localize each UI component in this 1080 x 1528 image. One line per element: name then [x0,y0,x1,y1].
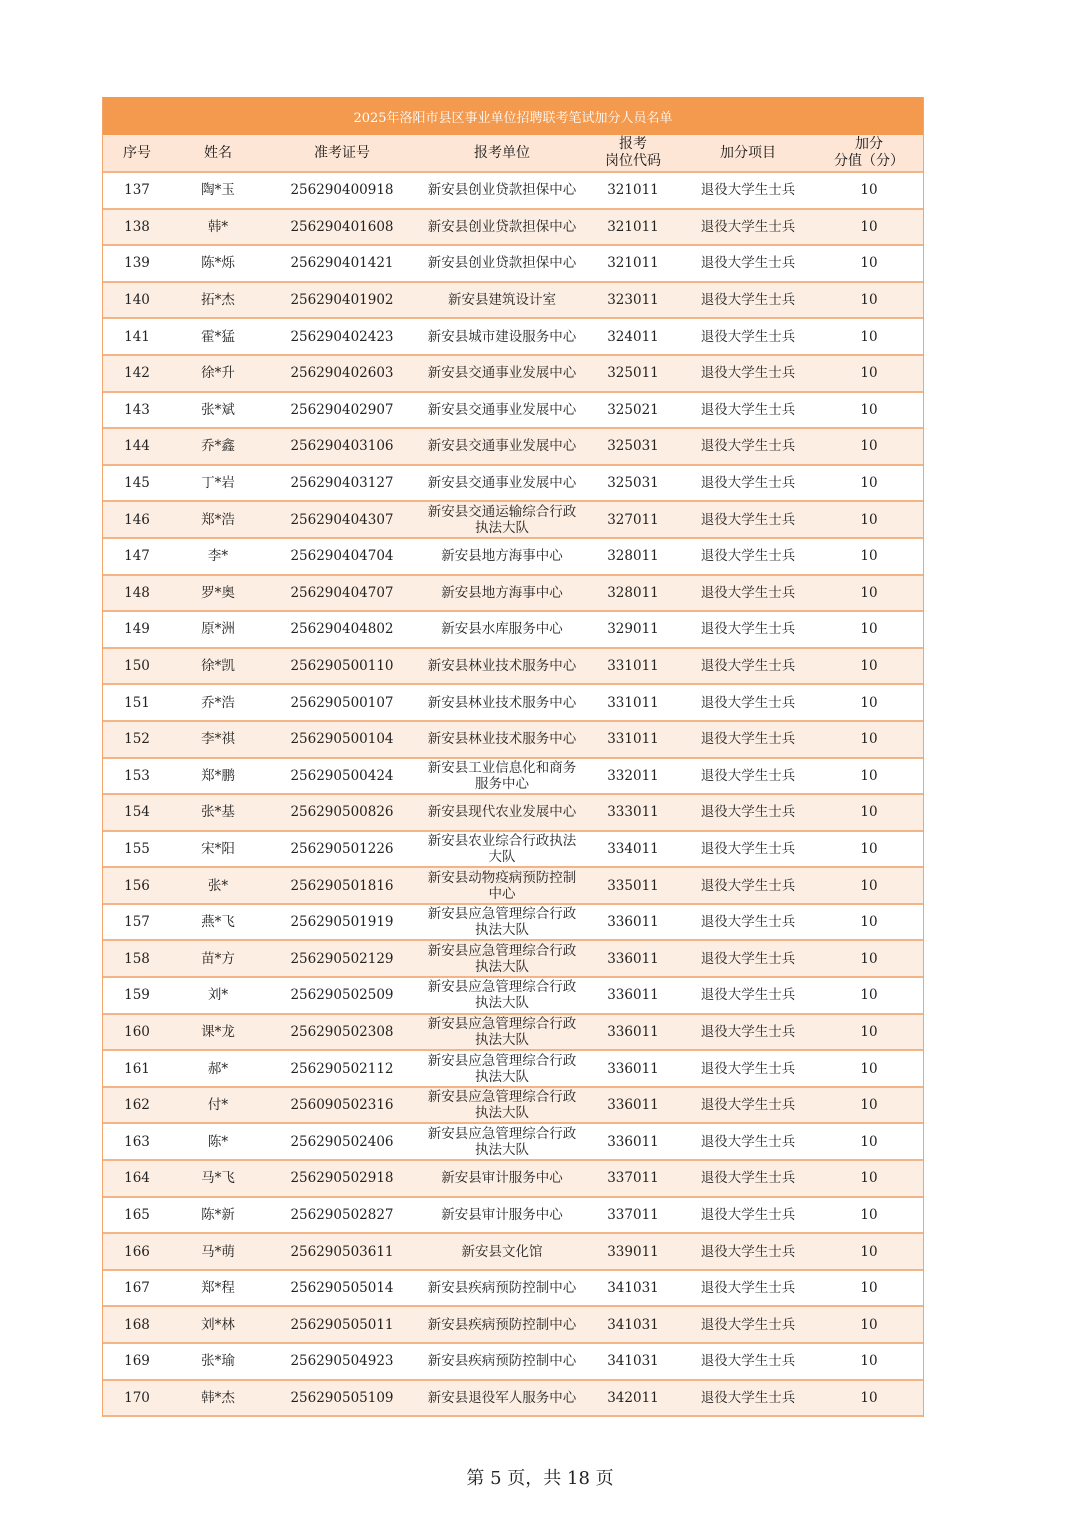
bonus-item-cell: 退役大学生士兵 [700,438,796,455]
bonus-item-cell: 退役大学生士兵 [700,292,796,309]
bonus-score-cell: 10 [860,401,878,418]
serial-number-cell: 143 [124,401,150,418]
post-code-cell: 336011 [607,1060,659,1077]
ticket-number-cell: 256290401902 [290,292,394,309]
page-footer: 第 5 页，共 18 页 [466,1468,614,1489]
ticket-number-cell: 256290501226 [290,840,394,857]
name-cell: 韩* [207,218,229,235]
post-code-cell: 328011 [607,584,659,601]
header-cell: 加分项目 [720,144,776,161]
serial-number-cell: 137 [124,182,150,199]
ticket-number-cell: 256290400918 [290,182,394,199]
post-code-cell: 325021 [607,401,659,418]
ticket-number-cell: 256290500826 [290,804,394,821]
name-cell: 付* [207,1097,229,1114]
bonus-score-cell: 10 [860,840,878,857]
post-code-cell: 331011 [607,658,659,675]
name-cell: 陈* [207,1133,229,1150]
bonus-score-cell: 10 [860,548,878,565]
table-row [103,393,923,430]
post-code-cell: 336011 [607,1023,659,1040]
table-header-row [103,135,923,173]
table-row [103,1381,923,1418]
post-code-cell: 337011 [607,1170,659,1187]
bonus-item-cell: 退役大学生士兵 [700,365,796,382]
post-code-cell: 332011 [607,767,659,784]
bonus-score-cell: 10 [860,950,878,967]
post-code-cell: 327011 [607,511,659,528]
bonus-score-cell: 10 [860,511,878,528]
ticket-number-cell: 256290503611 [290,1243,394,1260]
employer-cell: 新安县疾病预防控制中心 [427,1353,577,1370]
employer-cell: 新安县应急管理综合行政执法大队 [427,942,577,975]
bonus-score-cell: 10 [860,877,878,894]
name-cell: 原*洲 [201,621,235,638]
bonus-item-cell: 退役大学生士兵 [700,1133,796,1150]
serial-number-cell: 138 [124,218,150,235]
table-row [103,319,923,356]
bonus-item-cell: 退役大学生士兵 [700,1023,796,1040]
serial-number-cell: 141 [124,328,150,345]
name-cell: 马*萌 [201,1243,235,1260]
serial-number-cell: 154 [124,804,150,821]
post-code-cell: 337011 [607,1206,659,1223]
bonus-item-cell: 退役大学生士兵 [700,1243,796,1260]
serial-number-cell: 148 [124,584,150,601]
bonus-score-cell: 10 [860,584,878,601]
employer-cell: 新安县交通事业发展中心 [427,475,577,492]
header-cell: 报考 岗位代码 [605,136,661,169]
name-cell: 陶*玉 [201,182,235,199]
bonus-item-cell: 退役大学生士兵 [700,182,796,199]
ticket-number-cell: 256290502406 [290,1133,394,1150]
ticket-number-cell: 256290500424 [290,767,394,784]
serial-number-cell: 160 [124,1023,150,1040]
employer-cell: 新安县交通运输综合行政执法大队 [427,503,577,536]
post-code-cell: 341031 [607,1316,659,1333]
name-cell: 丁*岩 [201,475,235,492]
serial-number-cell: 161 [124,1060,150,1077]
bonus-item-cell: 退役大学生士兵 [700,658,796,675]
bonus-score-cell: 10 [860,658,878,675]
employer-cell: 新安县创业贷款担保中心 [427,182,577,199]
ticket-number-cell: 256290404707 [290,584,394,601]
serial-number-cell: 169 [124,1353,150,1370]
bonus-score-cell: 10 [860,1206,878,1223]
bonus-score-cell: 10 [860,1097,878,1114]
name-cell: 徐*升 [201,365,235,382]
name-cell: 苗*方 [201,950,235,967]
bonus-score-cell: 10 [860,914,878,931]
bonus-score-cell: 10 [860,328,878,345]
bonus-score-cell: 10 [860,987,878,1004]
bonus-score-cell: 10 [860,255,878,272]
table-body [103,173,923,1417]
name-cell: 陈*烁 [201,255,235,272]
employer-cell: 新安县水库服务中心 [441,621,563,638]
table-row [103,722,923,759]
ticket-number-cell: 256090502316 [290,1097,394,1114]
ticket-number-cell: 256290502509 [290,987,394,1004]
ticket-number-cell: 256290401608 [290,218,394,235]
table-row [103,1307,923,1344]
employer-cell: 新安县疾病预防控制中心 [427,1316,577,1333]
post-code-cell: 341031 [607,1280,659,1297]
bonus-item-cell: 退役大学生士兵 [700,1389,796,1406]
table-row [103,1088,923,1125]
ticket-number-cell: 256290403106 [290,438,394,455]
post-code-cell: 328011 [607,548,659,565]
table-row [103,1198,923,1235]
table-row [103,466,923,503]
ticket-number-cell: 256290404802 [290,621,394,638]
header-cell: 准考证号 [314,144,370,161]
post-code-cell: 321011 [607,218,659,235]
table-row [103,832,923,869]
bonus-score-cell: 10 [860,621,878,638]
name-cell: 李* [207,548,229,565]
post-code-cell: 331011 [607,731,659,748]
ticket-number-cell: 256290500107 [290,694,394,711]
ticket-number-cell: 256290500110 [290,658,394,675]
serial-number-cell: 167 [124,1280,150,1297]
name-cell: 乔*鑫 [201,438,235,455]
table-row [103,1234,923,1271]
bonus-score-cell: 10 [860,1060,878,1077]
employer-cell: 新安县交通事业发展中心 [427,365,577,382]
serial-number-cell: 139 [124,255,150,272]
bonus-item-cell: 退役大学生士兵 [700,328,796,345]
bonus-points-table [102,97,924,1417]
post-code-cell: 321011 [607,255,659,272]
post-code-cell: 339011 [607,1243,659,1260]
serial-number-cell: 146 [124,511,150,528]
name-cell: 罗*奥 [201,584,235,601]
employer-cell: 新安县应急管理综合行政执法大队 [427,979,577,1012]
bonus-score-cell: 10 [860,767,878,784]
bonus-item-cell: 退役大学生士兵 [700,1097,796,1114]
post-code-cell: 331011 [607,694,659,711]
serial-number-cell: 166 [124,1243,150,1260]
ticket-number-cell: 256290404704 [290,548,394,565]
post-code-cell: 335011 [607,877,659,894]
name-cell: 陈*新 [201,1206,235,1223]
post-code-cell: 323011 [607,292,659,309]
serial-number-cell: 140 [124,292,150,309]
ticket-number-cell: 256290403127 [290,475,394,492]
bonus-item-cell: 退役大学生士兵 [700,731,796,748]
employer-cell: 新安县现代农业发展中心 [427,804,577,821]
ticket-number-cell: 256290502308 [290,1023,394,1040]
post-code-cell: 336011 [607,914,659,931]
bonus-score-cell: 10 [860,475,878,492]
table-row [103,685,923,722]
table-row [103,795,923,832]
bonus-score-cell: 10 [860,365,878,382]
table-row [103,173,923,210]
employer-cell: 新安县应急管理综合行政执法大队 [427,1089,577,1122]
serial-number-cell: 165 [124,1206,150,1223]
bonus-score-cell: 10 [860,804,878,821]
name-cell: 马*飞 [201,1170,235,1187]
table-row [103,356,923,393]
header-cell: 姓名 [204,144,232,161]
employer-cell: 新安县林业技术服务中心 [427,658,577,675]
table-row [103,868,923,905]
ticket-number-cell: 256290501816 [290,877,394,894]
post-code-cell: 333011 [607,804,659,821]
table-row [103,1161,923,1198]
ticket-number-cell: 256290402907 [290,401,394,418]
employer-cell: 新安县退役军人服务中心 [427,1389,577,1406]
serial-number-cell: 156 [124,877,150,894]
header-cell: 加分 分值（分） [834,136,904,169]
name-cell: 课*龙 [201,1023,235,1040]
employer-cell: 新安县创业贷款担保中心 [427,255,577,272]
employer-cell: 新安县应急管理综合行政执法大队 [427,1125,577,1158]
employer-cell: 新安县创业贷款担保中心 [427,218,577,235]
employer-cell: 新安县交通事业发展中心 [427,401,577,418]
employer-cell: 新安县动物疫病预防控制中心 [427,869,577,902]
employer-cell: 新安县交通事业发展中心 [427,438,577,455]
serial-number-cell: 158 [124,950,150,967]
table-row [103,246,923,283]
ticket-number-cell: 256290502827 [290,1206,394,1223]
bonus-item-cell: 退役大学生士兵 [700,584,796,601]
employer-cell: 新安县应急管理综合行政执法大队 [427,1015,577,1048]
table-row [103,612,923,649]
name-cell: 燕*飞 [201,914,235,931]
post-code-cell: 336011 [607,1097,659,1114]
table-row [103,576,923,613]
bonus-score-cell: 10 [860,292,878,309]
bonus-score-cell: 10 [860,1353,878,1370]
serial-number-cell: 164 [124,1170,150,1187]
employer-cell: 新安县林业技术服务中心 [427,731,577,748]
post-code-cell: 325031 [607,475,659,492]
name-cell: 刘* [207,987,229,1004]
bonus-item-cell: 退役大学生士兵 [700,255,796,272]
employer-cell: 新安县文化馆 [461,1243,543,1260]
employer-cell: 新安县疾病预防控制中心 [427,1280,577,1297]
name-cell: 韩*杰 [201,1389,235,1406]
post-code-cell: 336011 [607,1133,659,1150]
post-code-cell: 342011 [607,1389,659,1406]
name-cell: 张*瑜 [201,1353,235,1370]
post-code-cell: 324011 [607,328,659,345]
ticket-number-cell: 256290505014 [290,1280,394,1297]
bonus-item-cell: 退役大学生士兵 [700,1060,796,1077]
bonus-item-cell: 退役大学生士兵 [700,621,796,638]
employer-cell: 新安县建筑设计室 [448,292,556,309]
bonus-item-cell: 退役大学生士兵 [700,1316,796,1333]
bonus-item-cell: 退役大学生士兵 [700,840,796,857]
name-cell: 拓*杰 [201,292,235,309]
serial-number-cell: 162 [124,1097,150,1114]
serial-number-cell: 163 [124,1133,150,1150]
bonus-item-cell: 退役大学生士兵 [700,1206,796,1223]
bonus-score-cell: 10 [860,1023,878,1040]
bonus-item-cell: 退役大学生士兵 [700,767,796,784]
employer-cell: 新安县审计服务中心 [441,1206,563,1223]
table-row [103,941,923,978]
employer-cell: 新安县地方海事中心 [441,584,563,601]
employer-cell: 新安县审计服务中心 [441,1170,563,1187]
post-code-cell: 334011 [607,840,659,857]
table-row [103,1015,923,1052]
serial-number-cell: 145 [124,475,150,492]
ticket-number-cell: 256290502129 [290,950,394,967]
bonus-score-cell: 10 [860,218,878,235]
table-row [103,1344,923,1381]
table-row [103,905,923,942]
serial-number-cell: 170 [124,1389,150,1406]
name-cell: 霍*猛 [201,328,235,345]
name-cell: 张*斌 [201,401,235,418]
name-cell: 郑*鹏 [201,767,235,784]
bonus-item-cell: 退役大学生士兵 [700,694,796,711]
header-cell: 序号 [123,144,151,161]
serial-number-cell: 157 [124,914,150,931]
bonus-item-cell: 退役大学生士兵 [700,218,796,235]
ticket-number-cell: 256290500104 [290,731,394,748]
name-cell: 李*祺 [201,731,235,748]
post-code-cell: 336011 [607,987,659,1004]
table-row [103,429,923,466]
serial-number-cell: 168 [124,1316,150,1333]
ticket-number-cell: 256290505011 [290,1316,394,1333]
bonus-item-cell: 退役大学生士兵 [700,475,796,492]
serial-number-cell: 159 [124,987,150,1004]
bonus-score-cell: 10 [860,182,878,199]
employer-cell: 新安县城市建设服务中心 [427,328,577,345]
bonus-score-cell: 10 [860,694,878,711]
employer-cell: 新安县应急管理综合行政执法大队 [427,1052,577,1085]
serial-number-cell: 155 [124,840,150,857]
serial-number-cell: 151 [124,694,150,711]
bonus-item-cell: 退役大学生士兵 [700,511,796,528]
name-cell: 徐*凯 [201,658,235,675]
name-cell: 刘*林 [201,1316,235,1333]
table-row [103,1271,923,1308]
ticket-number-cell: 256290502112 [290,1060,394,1077]
bonus-score-cell: 10 [860,1389,878,1406]
bonus-item-cell: 退役大学生士兵 [700,1353,796,1370]
post-code-cell: 341031 [607,1353,659,1370]
ticket-number-cell: 256290401421 [290,255,394,272]
table-row [103,502,923,539]
bonus-score-cell: 10 [860,438,878,455]
ticket-number-cell: 256290502918 [290,1170,394,1187]
serial-number-cell: 149 [124,621,150,638]
ticket-number-cell: 256290504923 [290,1353,394,1370]
ticket-number-cell: 256290404307 [290,511,394,528]
ticket-number-cell: 256290402603 [290,365,394,382]
bonus-item-cell: 退役大学生士兵 [700,950,796,967]
name-cell: 郑*程 [201,1280,235,1297]
name-cell: 张*基 [201,804,235,821]
bonus-item-cell: 退役大学生士兵 [700,548,796,565]
bonus-item-cell: 退役大学生士兵 [700,1280,796,1297]
bonus-score-cell: 10 [860,1133,878,1150]
serial-number-cell: 142 [124,365,150,382]
bonus-item-cell: 退役大学生士兵 [700,914,796,931]
table-row [103,1124,923,1161]
ticket-number-cell: 256290501919 [290,914,394,931]
serial-number-cell: 153 [124,767,150,784]
employer-cell: 新安县林业技术服务中心 [427,694,577,711]
serial-number-cell: 152 [124,731,150,748]
header-cell: 报考单位 [474,144,530,161]
ticket-number-cell: 256290505109 [290,1389,394,1406]
table-title: 2025年洛阳市县区事业单位招聘联考笔试加分人员名单 [103,97,923,135]
name-cell: 张* [207,877,229,894]
post-code-cell: 321011 [607,182,659,199]
bonus-score-cell: 10 [860,1170,878,1187]
table-row [103,978,923,1015]
employer-cell: 新安县应急管理综合行政执法大队 [427,906,577,939]
bonus-item-cell: 退役大学生士兵 [700,804,796,821]
post-code-cell: 336011 [607,950,659,967]
serial-number-cell: 147 [124,548,150,565]
bonus-score-cell: 10 [860,1243,878,1260]
name-cell: 郝* [207,1060,229,1077]
post-code-cell: 325031 [607,438,659,455]
name-cell: 乔*浩 [201,694,235,711]
bonus-item-cell: 退役大学生士兵 [700,987,796,1004]
employer-cell: 新安县工业信息化和商务服务中心 [427,759,577,792]
table-row [103,283,923,320]
bonus-item-cell: 退役大学生士兵 [700,401,796,418]
employer-cell: 新安县农业综合行政执法大队 [427,832,577,865]
ticket-number-cell: 256290402423 [290,328,394,345]
bonus-score-cell: 10 [860,1316,878,1333]
table-row [103,1051,923,1088]
bonus-item-cell: 退役大学生士兵 [700,1170,796,1187]
serial-number-cell: 144 [124,438,150,455]
table-row [103,649,923,686]
bonus-item-cell: 退役大学生士兵 [700,877,796,894]
name-cell: 宋*阳 [201,840,235,857]
serial-number-cell: 150 [124,658,150,675]
bonus-score-cell: 10 [860,731,878,748]
bonus-score-cell: 10 [860,1280,878,1297]
post-code-cell: 329011 [607,621,659,638]
table-row [103,759,923,796]
table-row [103,539,923,576]
employer-cell: 新安县地方海事中心 [441,548,563,565]
post-code-cell: 325011 [607,365,659,382]
table-row [103,210,923,247]
name-cell: 郑*浩 [201,511,235,528]
